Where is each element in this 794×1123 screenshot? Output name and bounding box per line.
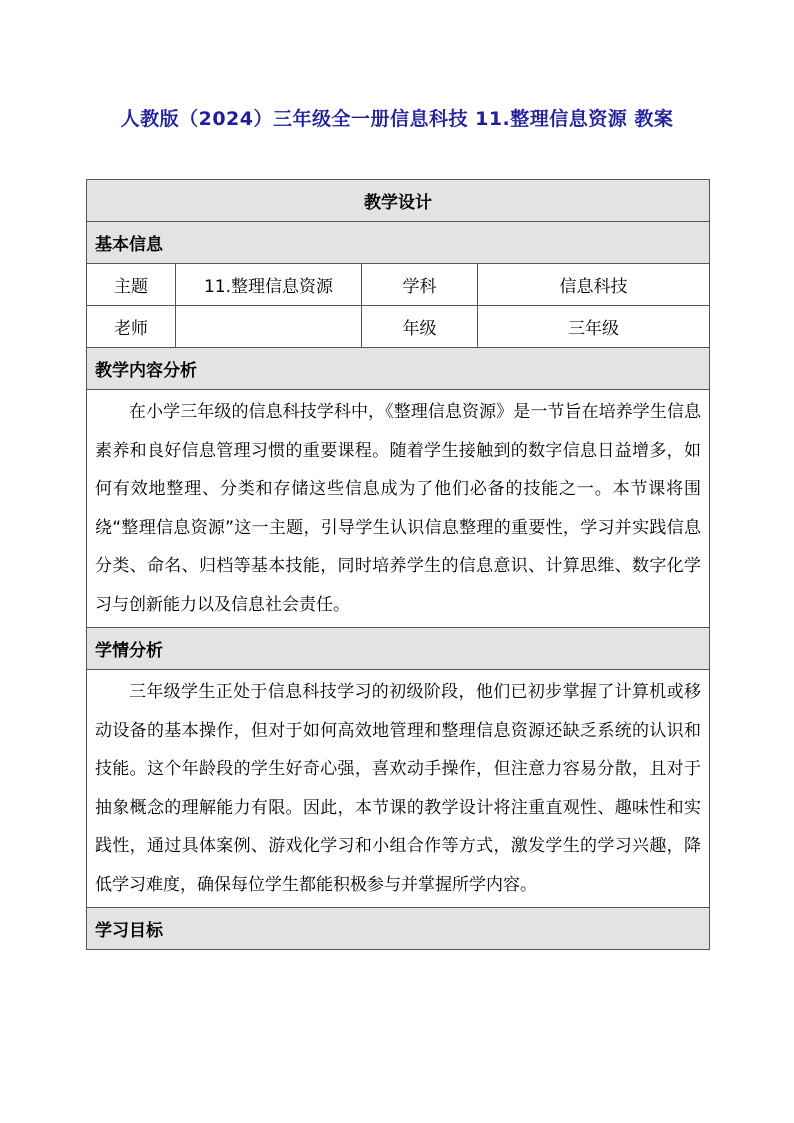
value-grade: 三年级	[478, 306, 710, 348]
section-heading-content-analysis: 教学内容分析	[87, 348, 710, 390]
content-analysis-cell	[87, 390, 710, 628]
value-teacher	[176, 306, 362, 348]
value-subject: 信息科技	[478, 264, 710, 306]
info-row-topic	[87, 264, 710, 306]
value-topic: 11.整理信息资源	[176, 264, 362, 306]
lesson-plan-table	[86, 179, 710, 950]
label-subject: 学科	[362, 264, 478, 306]
label-topic: 主题	[87, 264, 176, 306]
label-teacher: 老师	[87, 306, 176, 348]
label-grade: 年级	[362, 306, 478, 348]
section-heading-student-analysis: 学情分析	[87, 628, 710, 670]
student-analysis-cell	[87, 670, 710, 908]
section-heading-basic-info: 基本信息	[87, 222, 710, 264]
info-row-teacher	[87, 306, 710, 348]
document-title: 人教版（2024）三年级全一册信息科技 11.整理信息资源 教案	[120, 108, 674, 130]
student-analysis-text: 三年级学生正处于信息科技学习的初级阶段，他们已初步掌握了计算机或移动设备的基本操作，但对于如何高效地管理和整理信息资源还缺乏系统的认识和技能。这个年龄段的学生好奇心强，喜欢动手操作，但注意力容易分散，且对于抽象概念的理解能力有限。因此，本节课的教学设计将注重直观性、趣味性和实践性，通过具体案例、游戏化学习和小组合作等方式，激发学生的学习兴趣，降低学习难度，确保每位学生都能积极参与并掌握所学内容。	[95, 682, 701, 895]
section-heading-objectives: 学习目标	[87, 908, 710, 950]
table-banner: 教学设计	[87, 180, 710, 222]
content-analysis-text: 在小学三年级的信息科技学科中，《整理信息资源》是一节旨在培养学生信息素养和良好信息管理习惯的重要课程。随着学生接触到的数字信息日益增多，如何有效地整理、分类和存储这些信息成为了他们必备的技能之一。本节课将围绕“整理信息资源”这一主题，引导学生认识信息整理的重要性，学习并实践信息分类、命名、归档等基本技能，同时培养学生的信息意识、计算思维、数字化学习与创新能力以及信息社会责任。	[95, 402, 701, 615]
